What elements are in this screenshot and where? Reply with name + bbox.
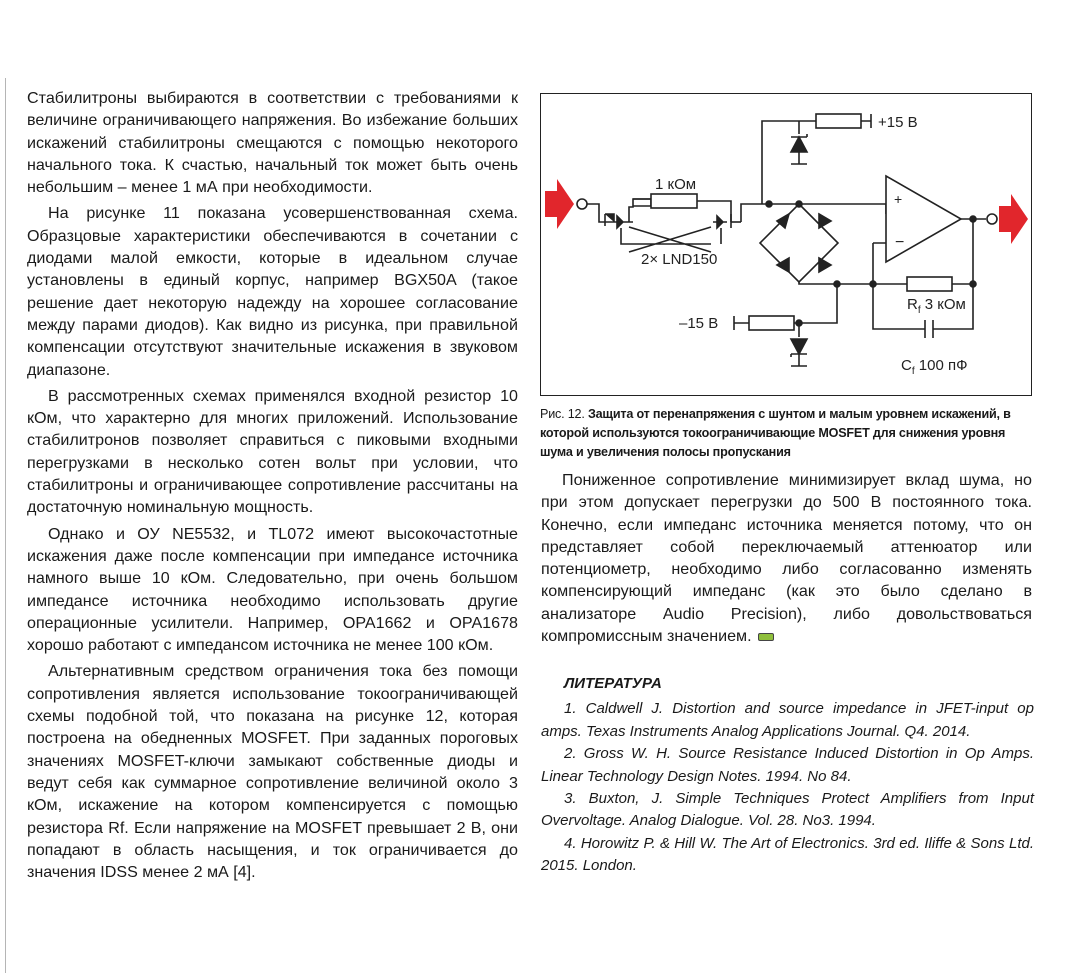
resistor-neg-supply (749, 316, 794, 330)
resistor-pos-supply (816, 114, 861, 128)
wire (791, 354, 807, 366)
junction (834, 281, 840, 287)
output-terminal (987, 214, 997, 224)
paragraph: На рисунке 11 показана усовершенствованная схема. Образцовые характеристики обеспечиваются в сочетании с диодами малой емкости, которые в идеальном случае установлены в единый корпус, например BGX50A (такое решение дает некоторую надежду на хорошее согласование между парами диодов). Как видно из рисунка, при правильной компенсации отсутствуют значительные искажения в звуковом диапазоне. (27, 204, 518, 379)
end-of-article-icon (758, 633, 774, 641)
rf-label: $R_f$ 3 кОм (907, 296, 966, 316)
paragraph: Стабилитроны выбираются в соответствии с требованиями к величине ограничивающего напряжения. Во избежание больших искажений стабилитроны смещаются с помощью некоторого начального тока. К счастью, начальный ток может быть очень небольшим – менее 1 мА при необходимости. (27, 89, 518, 197)
zener-top (791, 134, 807, 152)
paragraph-text: Пониженное сопротивление минимизирует вклад шума, но при этом допускает перегрузки до 500 В постоянного тока. Конечно, если импеданс источника меняется потому, что он представляет собой переключаемый аттенюатор или потенциометр, необходимо либо согласованно изменять компенсирующий импеданс (как это было сделано в анализаторе Audio Precision), либо довольствоваться компромиссным значением. (541, 471, 1032, 646)
bridge-diode (777, 214, 831, 272)
junction (796, 201, 802, 207)
op-amp-minus: − (895, 234, 905, 251)
reference-item: 2. Gross W. H. Source Resistance Induced Distortion in Op Amps. Linear Technology Design Notes. 1994. No 84. (541, 745, 1034, 785)
circuit-figure (540, 93, 1032, 396)
junction (766, 201, 772, 207)
caption-text: Защита от перенапряжения с шунтом и малым уровнем искажений, в которой используются токоограничивающие MOSFET для снижения уровня шума и увеличения полосы пропускания (540, 407, 1011, 459)
reference-item: 4. Horowitz P. & Hill W. The Art of Electronics. 3rd ed. Iliffe & Sons Ltd. 2015. London. (541, 834, 1034, 875)
pos-supply-label: +15 В (878, 114, 918, 131)
figure-caption (540, 405, 1035, 462)
wire (587, 204, 614, 222)
wire (741, 204, 769, 222)
junction (796, 320, 802, 326)
right-column (541, 469, 1032, 647)
op-amp-plus: + (894, 191, 903, 207)
wire (629, 199, 651, 222)
mosfet-label: 2× LND150 (641, 251, 718, 268)
input-arrow-icon (545, 179, 574, 229)
output-arrow-icon (999, 194, 1028, 244)
input-terminal (577, 199, 587, 209)
wire (621, 227, 721, 252)
paragraph (541, 469, 1032, 647)
wire (873, 243, 886, 284)
circuit-diagram (541, 94, 1033, 397)
capacitor-cf (925, 320, 933, 338)
references (541, 673, 1034, 878)
page-edge-line (5, 78, 6, 973)
mosfet-1 (605, 214, 629, 228)
paragraph: Однако и ОУ NE5532, и TL072 имеют высокочастотные искажения даже после компенсации при импедансе источника намного выше 10 кОм. Следовательно, при очень большом импедансе источника необходимо использовать другие операционные усилители. Например, OPA1662 и OPA1678 хорошо работают с импедансом источника не менее 100 кОм. (27, 524, 518, 655)
paragraph: В рассмотренных схемах применялся входной резистор 10 кОм, что характерно для многих приложений. Использование стабилитронов позволяет справиться с пиковыми входными перегрузками в несколько сотен вольт при условии, что стабилитроны и ограничивающее сопротивление рассчитаны на достаточную номинальную мощность. (27, 386, 518, 517)
references-heading: ЛИТЕРАТУРА (564, 675, 662, 692)
wire (791, 152, 807, 164)
reference-item: 1. Caldwell J. Distortion and source impedance in JFET-input op amps. Texas Instruments Analog Applications Journal. Q4. 2014. (541, 700, 1034, 740)
neg-supply-label: –15 В (679, 315, 719, 332)
wire (762, 121, 799, 204)
left-column (27, 87, 518, 883)
resistor-label: 1 кОм (655, 176, 697, 193)
cf-label: $C_f$ 100 пФ (901, 357, 968, 377)
paragraph: Альтернативным средством ограничения тока без помощи сопротивления является использование токоограничивающей схемы подобной той, что показана на рисунке 12, которая построена на обедненных MOSFET. При заданных пороговых значениях MOSFET-ключи замыкают собственные диоды и ведут себя как суммарное сопротивление величиной около 3 кОм, искажение на котором компенсируется с помощью резистора Rf. Если напряжение на MOSFET превышает 2 В, они попадают в область насыщения, и ток ограничивается до значения IDSS менее 2 мА [4]. (27, 662, 518, 882)
resistor-1k (651, 194, 697, 208)
caption-prefix: Рис. 12. (540, 407, 588, 421)
wire (769, 204, 886, 214)
diode-bridge (760, 204, 838, 282)
mosfet-2 (713, 214, 731, 228)
reference-item: 3. Buxton, J. Simple Techniques Protect Amplifiers from Input Overvoltage. Analog Dialogue. Vol. 28. No3. 1994. (541, 790, 1034, 830)
resistor-rf (907, 277, 952, 291)
